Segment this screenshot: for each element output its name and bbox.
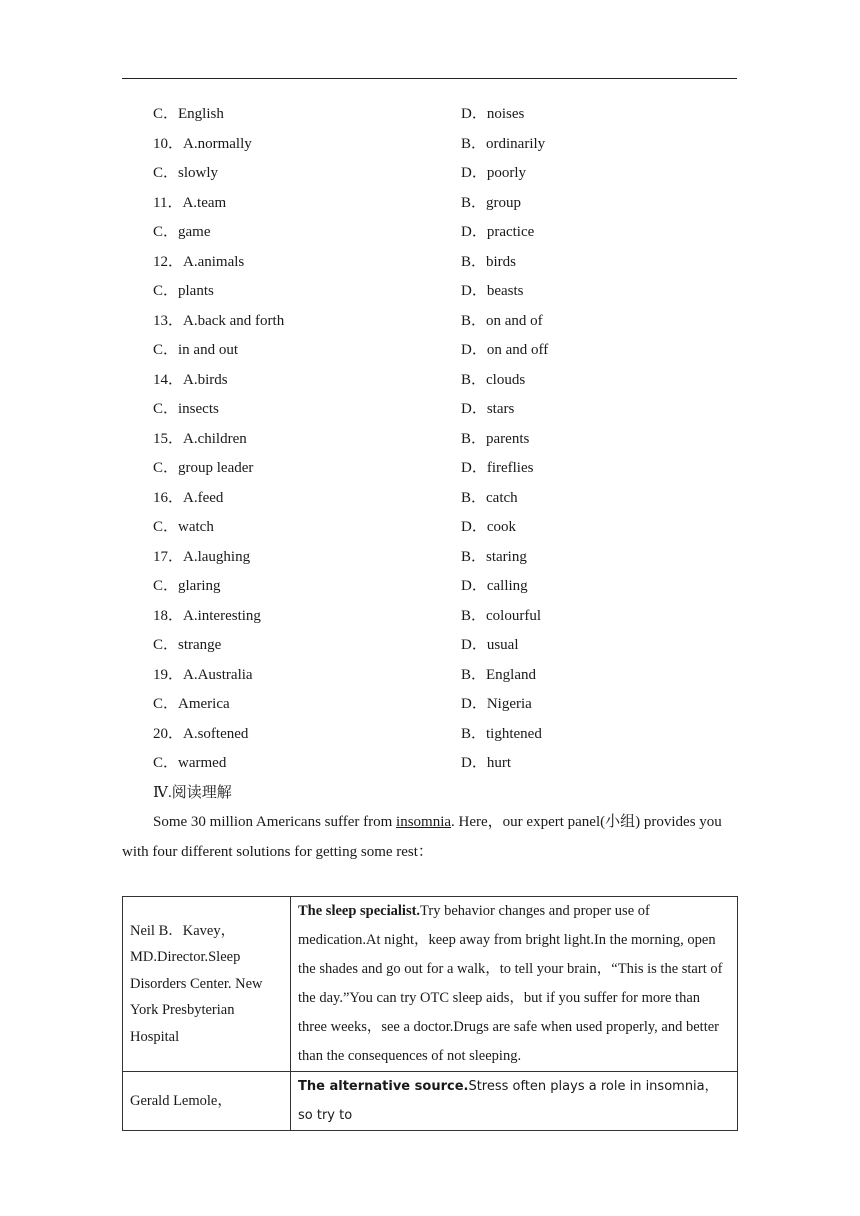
option-right: D．calling	[461, 578, 528, 594]
option-left: C．America	[153, 696, 230, 712]
option-left: 15．A.children	[153, 430, 247, 447]
option-row	[0, 395, 860, 425]
option-row	[0, 189, 860, 219]
option-right: B．England	[461, 666, 536, 683]
expert-name: Neil B．Kavey，MD.Director.Sleep Disorders Center. New York Presbyterian Hospital	[123, 897, 291, 1072]
option-row	[0, 307, 860, 337]
option-row	[0, 218, 860, 248]
option-right: D．beasts	[461, 283, 524, 299]
option-row	[0, 631, 860, 661]
option-row	[0, 484, 860, 514]
option-left: C．group leader	[153, 460, 254, 476]
solution-text: Stress often plays a role in insomnia，so try to	[298, 1079, 718, 1123]
option-row	[0, 661, 860, 691]
option-left: 11．A.team	[153, 194, 227, 211]
option-right: D．Nigeria	[461, 696, 532, 712]
expert-name: Gerald Lemole，	[123, 1072, 291, 1131]
answer-options	[0, 100, 860, 779]
option-right: B．birds	[461, 253, 517, 270]
expert-solution	[291, 1072, 738, 1131]
table-row	[123, 897, 738, 1072]
option-row	[0, 366, 860, 396]
option-right: B．tightened	[461, 725, 542, 742]
option-right: D．usual	[461, 637, 519, 653]
option-row	[0, 690, 860, 720]
option-left: C．English	[153, 106, 224, 122]
intro-before: Some 30 million Americans suffer from	[153, 814, 397, 830]
option-left: 10．A.normally	[153, 135, 252, 152]
option-right: B．catch	[461, 489, 518, 506]
solution-text: Try behavior changes and proper use of medication.At night，keep away from bright light.In the morning, open the shades and go out for a walk，to tell your brain，“This is the start of the day.”You can try OTC sleep aids，but if you suffer for more than three weeks，see a doctor.Drugs are safe when used properly, and better than the consequences of not sleeping.	[298, 903, 723, 1064]
option-row	[0, 513, 860, 543]
option-left: C．game	[153, 224, 211, 240]
option-right: D．practice	[461, 224, 535, 240]
header-rule	[122, 78, 737, 79]
table-row	[123, 1072, 738, 1131]
option-left: 19．A.Australia	[153, 666, 253, 683]
section-title: Ⅳ.阅读理解	[153, 785, 232, 801]
option-left: C．plants	[153, 283, 214, 299]
option-right: B．staring	[461, 548, 527, 565]
option-row	[0, 425, 860, 455]
solution-heading: The alternative source.	[298, 1079, 469, 1094]
option-right: D．noises	[461, 106, 525, 122]
intro-paragraph	[122, 808, 739, 867]
option-right: B．ordinarily	[461, 135, 546, 152]
intro-after: . Here，our expert panel(小组) provides you with four different solutions for getting some rest：	[122, 814, 722, 860]
expert-solution	[291, 897, 738, 1072]
option-left: 18．A.interesting	[153, 607, 261, 624]
option-row	[0, 277, 860, 307]
option-left: 16．A.feed	[153, 489, 224, 506]
option-row	[0, 159, 860, 189]
option-row	[0, 130, 860, 160]
option-right: D．fireflies	[461, 460, 534, 476]
option-right: D．cook	[461, 519, 516, 535]
option-row	[0, 572, 860, 602]
option-right: B．parents	[461, 430, 530, 447]
option-left: 14．A.birds	[153, 371, 228, 388]
option-right: B．on and of	[461, 312, 543, 329]
option-right: D．stars	[461, 401, 515, 417]
option-left: C．watch	[153, 519, 214, 535]
option-left: 20．A.softened	[153, 725, 249, 742]
option-left: C．glaring	[153, 578, 221, 594]
intro-keyword: insomnia	[396, 814, 452, 830]
option-row	[0, 454, 860, 484]
option-row	[0, 543, 860, 573]
option-right: B．clouds	[461, 371, 526, 388]
option-right: B．colourful	[461, 607, 541, 624]
experts-table	[122, 896, 738, 1131]
option-right: D．hurt	[461, 755, 511, 771]
option-row	[0, 248, 860, 278]
option-left: C．insects	[153, 401, 219, 417]
option-right: D．on and off	[461, 342, 549, 358]
option-left: C．warmed	[153, 755, 227, 771]
solution-heading: The sleep specialist.	[298, 903, 421, 919]
option-row	[0, 336, 860, 366]
option-left: C．strange	[153, 637, 222, 653]
option-row	[0, 720, 860, 750]
option-row	[0, 749, 860, 779]
option-row	[0, 100, 860, 130]
option-right: D．poorly	[461, 165, 526, 181]
option-right: B．group	[461, 194, 522, 211]
option-left: C．slowly	[153, 165, 219, 181]
option-left: 17．A.laughing	[153, 548, 251, 565]
option-row	[0, 602, 860, 632]
option-left: 12．A.animals	[153, 253, 245, 270]
option-left: 13．A.back and forth	[153, 312, 285, 329]
option-left: C．in and out	[153, 342, 238, 358]
